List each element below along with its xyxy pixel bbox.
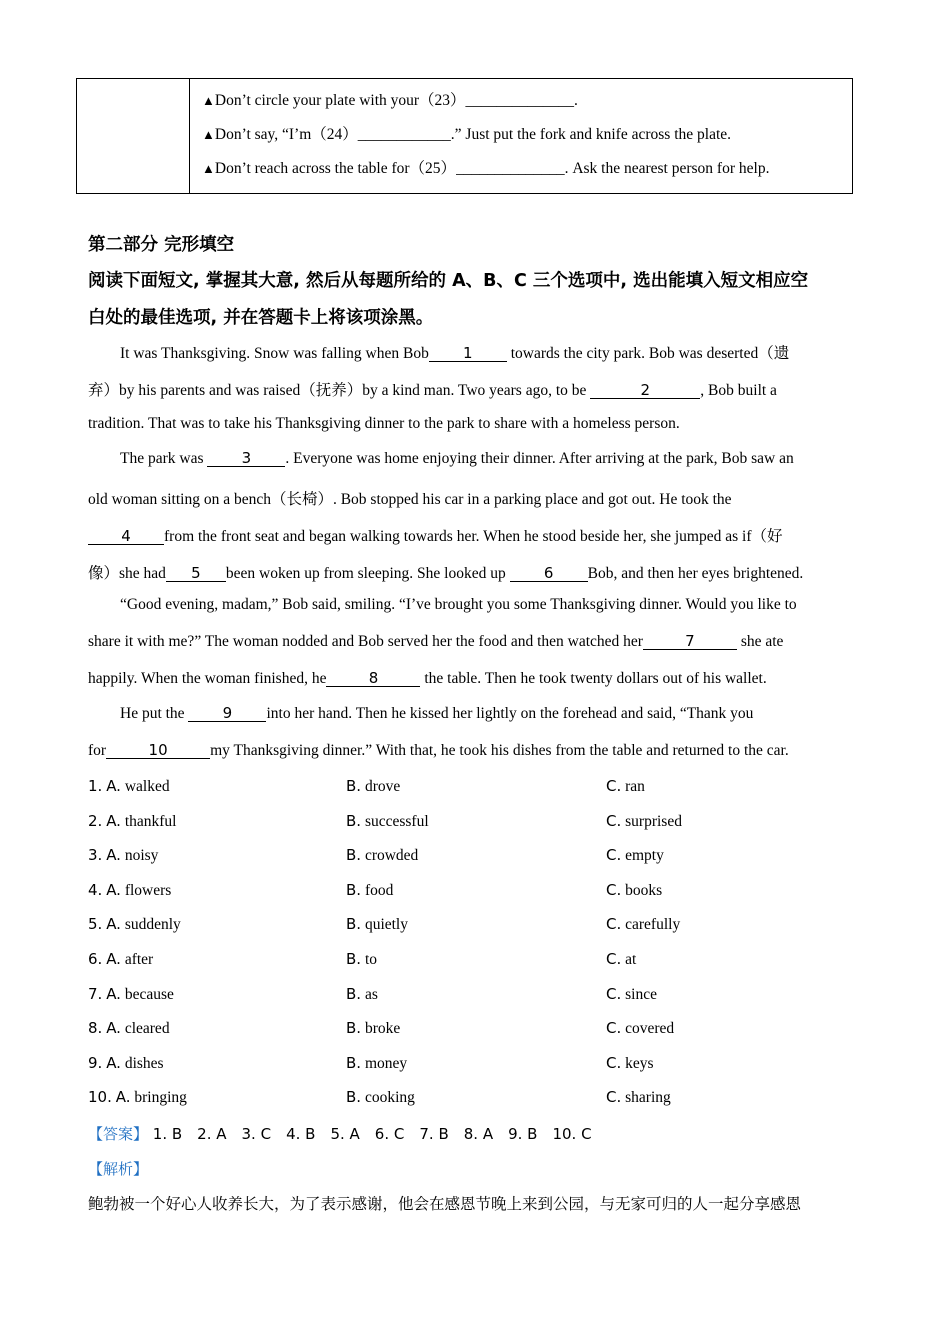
instruction-line: 阅读下面短文, 掌握其大意, 然后从每题所给的 A、B、C 三个选项中, 选出能填入短文相应空 <box>88 271 809 291</box>
table-row: ▲Don’t reach across the table for（25）______________. Ask the nearest person for help. <box>202 160 770 177</box>
option-4-c: C. books <box>606 880 663 899</box>
option-10-b: B. cooking <box>346 1088 415 1107</box>
rules-table <box>76 78 853 194</box>
instruction-line: 白处的最佳选项, 并在答题卡上将该项涂黑。 <box>88 308 434 328</box>
blank-10: 10 <box>106 742 210 759</box>
triangle-bullet-icon: ▲ <box>202 127 215 142</box>
option-2-a: 2. A. thankful <box>88 811 177 830</box>
table-row: ▲Don’t say, “I’m（24）____________.” Just put the fork and knife across the plate. <box>202 126 732 143</box>
option-3-c: C. empty <box>606 846 664 865</box>
option-5-b: B. quietly <box>346 915 408 934</box>
option-6-c: C. at <box>606 950 637 968</box>
analysis-line <box>88 1158 148 1179</box>
passage-line: tradition. That was to take his Thanksgiving dinner to the park to share with a homeless person. <box>88 415 680 432</box>
passage-line: happily. When the woman finished, he 8 the table. Then he took twenty dollars out of his wallet. <box>88 669 767 687</box>
option-2-b: B. successful <box>346 811 429 830</box>
option-7-a: 7. A. because <box>88 984 174 1003</box>
option-1-c: C. ran <box>606 777 645 795</box>
blank-9: 9 <box>188 705 266 722</box>
option-2-c: C. surprised <box>606 811 682 830</box>
passage-line: The park was 3 . Everyone was home enjoying their dinner. After arriving at the park, Bob saw an <box>120 449 794 467</box>
table-row: ▲Don’t circle your plate with your（23）______________. <box>202 92 578 109</box>
passage-line: He put the 9 into her hand. Then he kissed her lightly on the forehead and said, “Thank you <box>120 704 754 722</box>
answer-line <box>88 1123 607 1144</box>
option-10-c: C. sharing <box>606 1088 671 1107</box>
passage-line: for 10 my Thanksgiving dinner.” With that, he took his dishes from the table and returned to the car. <box>88 741 789 759</box>
section-title: 第二部分 完形填空 <box>88 235 235 255</box>
analysis-label: 【解析】 <box>88 1160 149 1178</box>
blank-5: 5 <box>166 565 226 582</box>
option-5-a: 5. A. suddenly <box>88 915 181 934</box>
option-8-b: B. broke <box>346 1019 401 1038</box>
passage-line: “Good evening, madam,” Bob said, smiling. “I’ve brought you some Thanksgiving dinner. Would you like to <box>120 596 797 613</box>
option-6-a: 6. A. after <box>88 950 154 968</box>
option-7-b: B. as <box>346 984 378 1003</box>
option-3-a: 3. A. noisy <box>88 846 159 865</box>
blank-1: 1 <box>429 345 507 362</box>
option-3-b: B. crowded <box>346 846 419 865</box>
option-5-c: C. carefully <box>606 915 681 934</box>
option-9-b: B. money <box>346 1053 408 1072</box>
passage-line: 弃）by his parents and was raised（抚养）by a kind man. Two years ago, to be 2 , Bob built a <box>88 381 777 399</box>
answer-label: 【答案】 <box>88 1125 149 1143</box>
triangle-bullet-icon: ▲ <box>202 161 215 176</box>
option-1-a: 1. A. walked <box>88 777 170 795</box>
passage-line: old woman sitting on a bench（长椅）. Bob stopped his car in a parking place and got out. He took the <box>88 491 732 508</box>
option-9-a: 9. A. dishes <box>88 1053 164 1072</box>
option-7-c: C. since <box>606 984 657 1003</box>
option-1-b: B. drove <box>346 777 401 795</box>
analysis-text: 鲍勃被一个好心人收养长大，为了表示感谢，他会在感恩节晚上来到公园，与无家可归的人一起分享感恩 <box>88 1195 802 1213</box>
blank-3: 3 <box>207 450 285 467</box>
passage-line: It was Thanksgiving. Snow was falling when Bob 1 towards the city park. Bob was deserted（遗 <box>120 344 790 362</box>
option-6-b: B. to <box>346 950 377 968</box>
blank-8: 8 <box>326 670 420 687</box>
option-9-c: C. keys <box>606 1053 654 1072</box>
passage-line: 像）she had 5 been woken up from sleeping. She looked up 6 Bob, and then her eyes brightened. <box>88 564 804 582</box>
blank-6: 6 <box>510 565 588 582</box>
passage-line: 4 from the front seat and began walking towards her. When he stood beside her, she jumped as if（好 <box>88 524 783 546</box>
triangle-bullet-icon: ▲ <box>202 93 215 108</box>
blank-2: 2 <box>590 382 700 399</box>
passage-line: share it with me?” The woman nodded and Bob served her the food and then watched her 7 she ate <box>88 632 784 650</box>
blank-4: 4 <box>88 528 164 545</box>
option-4-a: 4. A. flowers <box>88 880 172 899</box>
table-divider <box>189 79 190 193</box>
answer-items: 1. B 2. A 3. C 4. B 5. A 6. C 7. B 8. A 9. B 10. C <box>152 1125 592 1143</box>
option-8-a: 8. A. cleared <box>88 1019 170 1038</box>
option-10-a: 10. A. bringing <box>88 1088 187 1107</box>
blank-7: 7 <box>643 633 737 650</box>
option-8-c: C. covered <box>606 1019 675 1038</box>
option-4-b: B. food <box>346 880 394 899</box>
